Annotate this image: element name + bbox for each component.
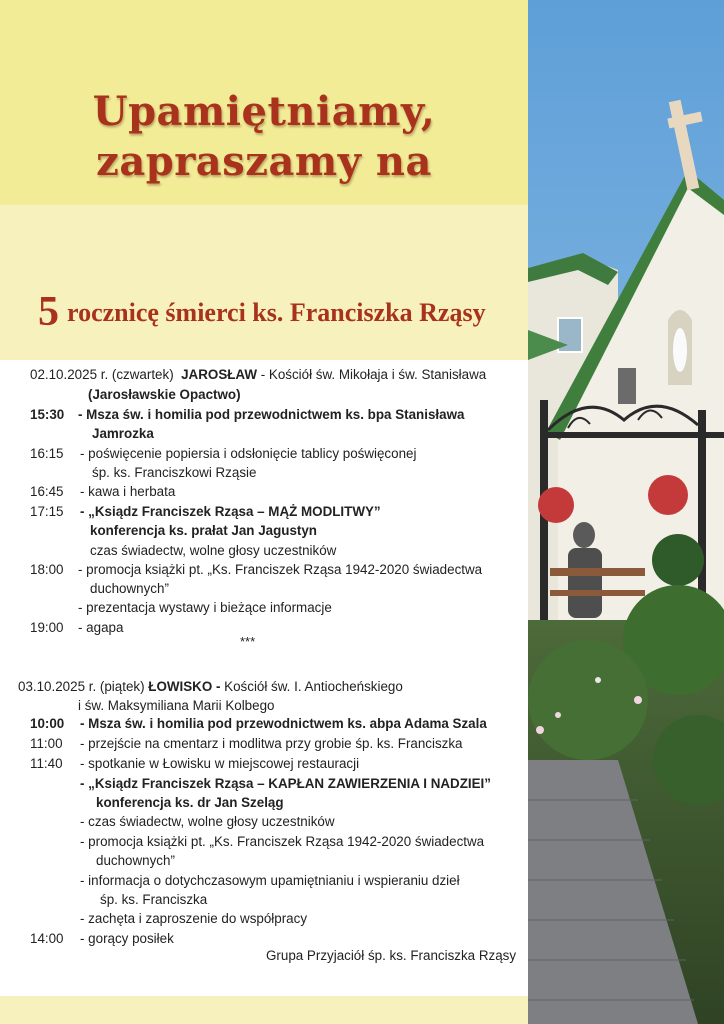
day1-date: 02.10.2025 r. (czwartek) xyxy=(30,367,174,382)
day1-item-5-cont: duchownych” xyxy=(90,581,169,596)
day1-item-5: 18:00 xyxy=(30,562,64,577)
day2-venue: Kościół św. I. Antiocheńskiego xyxy=(220,679,403,694)
day1-item-4-cont: konferencja ks. prałat Jan Jagustyn xyxy=(90,523,317,538)
day2-item-4-text: - „Ksiądz Franciszek Rząsa – KAPŁAN ZAWIERZENIA I NADZIEI” xyxy=(80,776,491,791)
headline-line-2: zapraszamy na xyxy=(96,138,432,185)
day2-item-4-cont: konferencja ks. dr Jan Szeląg xyxy=(96,795,284,810)
day1-item-3: 16:45 xyxy=(30,484,64,499)
footer-background xyxy=(0,996,528,1024)
day1-item-1-text: - Msza św. i homilia pod przewodnictwem ks. bpa Stanisława xyxy=(78,407,465,422)
day1-item-2-cont: śp. ks. Franciszkowi Rząsie xyxy=(92,465,257,480)
day1-item-2-text: - poświęcenie popiersia i odsłonięcie tablicy poświęconej xyxy=(80,446,417,461)
day2-date: 03.10.2025 r. (piątek) xyxy=(18,679,145,694)
day2-item-3-text: - spotkanie w Łowisku w miejscowej restauracji xyxy=(80,756,360,771)
day2-item-3: 11:40 xyxy=(30,756,63,771)
headline-line-1: Upamiętniamy, xyxy=(92,88,436,135)
day2-item-7-cont: śp. ks. Franciszka xyxy=(100,892,208,907)
subtitle-background xyxy=(0,205,528,360)
day1-item-4-cont-2: czas świadectw, wolne głosy uczestników xyxy=(90,543,337,558)
day2-venue-2: i św. Maksymiliana Marii Kolbego xyxy=(78,698,275,713)
day1-venue: - Kościół św. Mikołaja i św. Stanisława xyxy=(257,367,487,382)
day1-header xyxy=(30,366,486,384)
day1-item-5-text: - promocja książki pt. „Ks. Franciszek Rząsa 1942-2020 świadectwa xyxy=(78,562,483,577)
day2-item-7-text: - informacja o dotychczasowym upamiętnianiu i wspieraniu dzieł xyxy=(80,873,460,888)
day1-item-6-text: - agapa xyxy=(78,620,124,635)
day1-item-3-text: - kawa i herbata xyxy=(80,484,176,499)
day2-place: ŁOWISKO - xyxy=(148,679,221,694)
separator: *** xyxy=(240,634,256,649)
day2-item-6-cont: duchownych” xyxy=(96,853,175,868)
day2-item-8-text: - zachęta i zaproszenie do współpracy xyxy=(80,911,308,926)
day1-item-4-text: - „Ksiądz Franciszek Rząsa – MĄŻ MODLITWY” xyxy=(80,504,381,519)
day1-item-2: 16:15 xyxy=(30,446,64,461)
day2-item-5-text: - czas świadectw, wolne głosy uczestników xyxy=(80,814,335,829)
day2-item-2-text: - przejście na cmentarz i modlitwa przy grobie śp. ks. Franciszka xyxy=(80,736,463,751)
day2-item-6-text: - promocja książki pt. „Ks. Franciszek Rząsa 1942-2020 świadectwa xyxy=(80,834,485,849)
day1-item-1-cont: Jamrozka xyxy=(92,426,154,441)
day1-item-4: 17:15 xyxy=(30,504,64,519)
subtitle-text: rocznicę śmierci ks. Franciszka Rząsy xyxy=(67,298,486,327)
day1-item-5-cont-2: - prezentacja wystawy i bieżące informacje xyxy=(78,600,332,615)
day2-item-9-text: - gorący posiłek xyxy=(80,931,174,946)
day1-item-1: 15:30 xyxy=(30,407,65,422)
day2-header xyxy=(18,678,403,696)
day1-venue-2: (Jarosławskie Opactwo) xyxy=(88,387,241,402)
signature: Grupa Przyjaciół śp. ks. Franciszka Rząsy xyxy=(266,948,517,963)
day2-item-9: 14:00 xyxy=(30,931,64,946)
day2-item-2: 11:00 xyxy=(30,736,63,751)
day1-place: JAROSŁAW xyxy=(181,367,257,382)
day2-item-1-text: - Msza św. i homilia pod przewodnictwem ks. abpa Adama Szala xyxy=(80,716,487,731)
anniversary-number: 5 xyxy=(38,289,59,335)
day2-item-1: 10:00 xyxy=(30,716,65,731)
day1-item-6: 19:00 xyxy=(30,620,64,635)
subtitle xyxy=(38,288,528,336)
church-photo xyxy=(528,0,724,1024)
